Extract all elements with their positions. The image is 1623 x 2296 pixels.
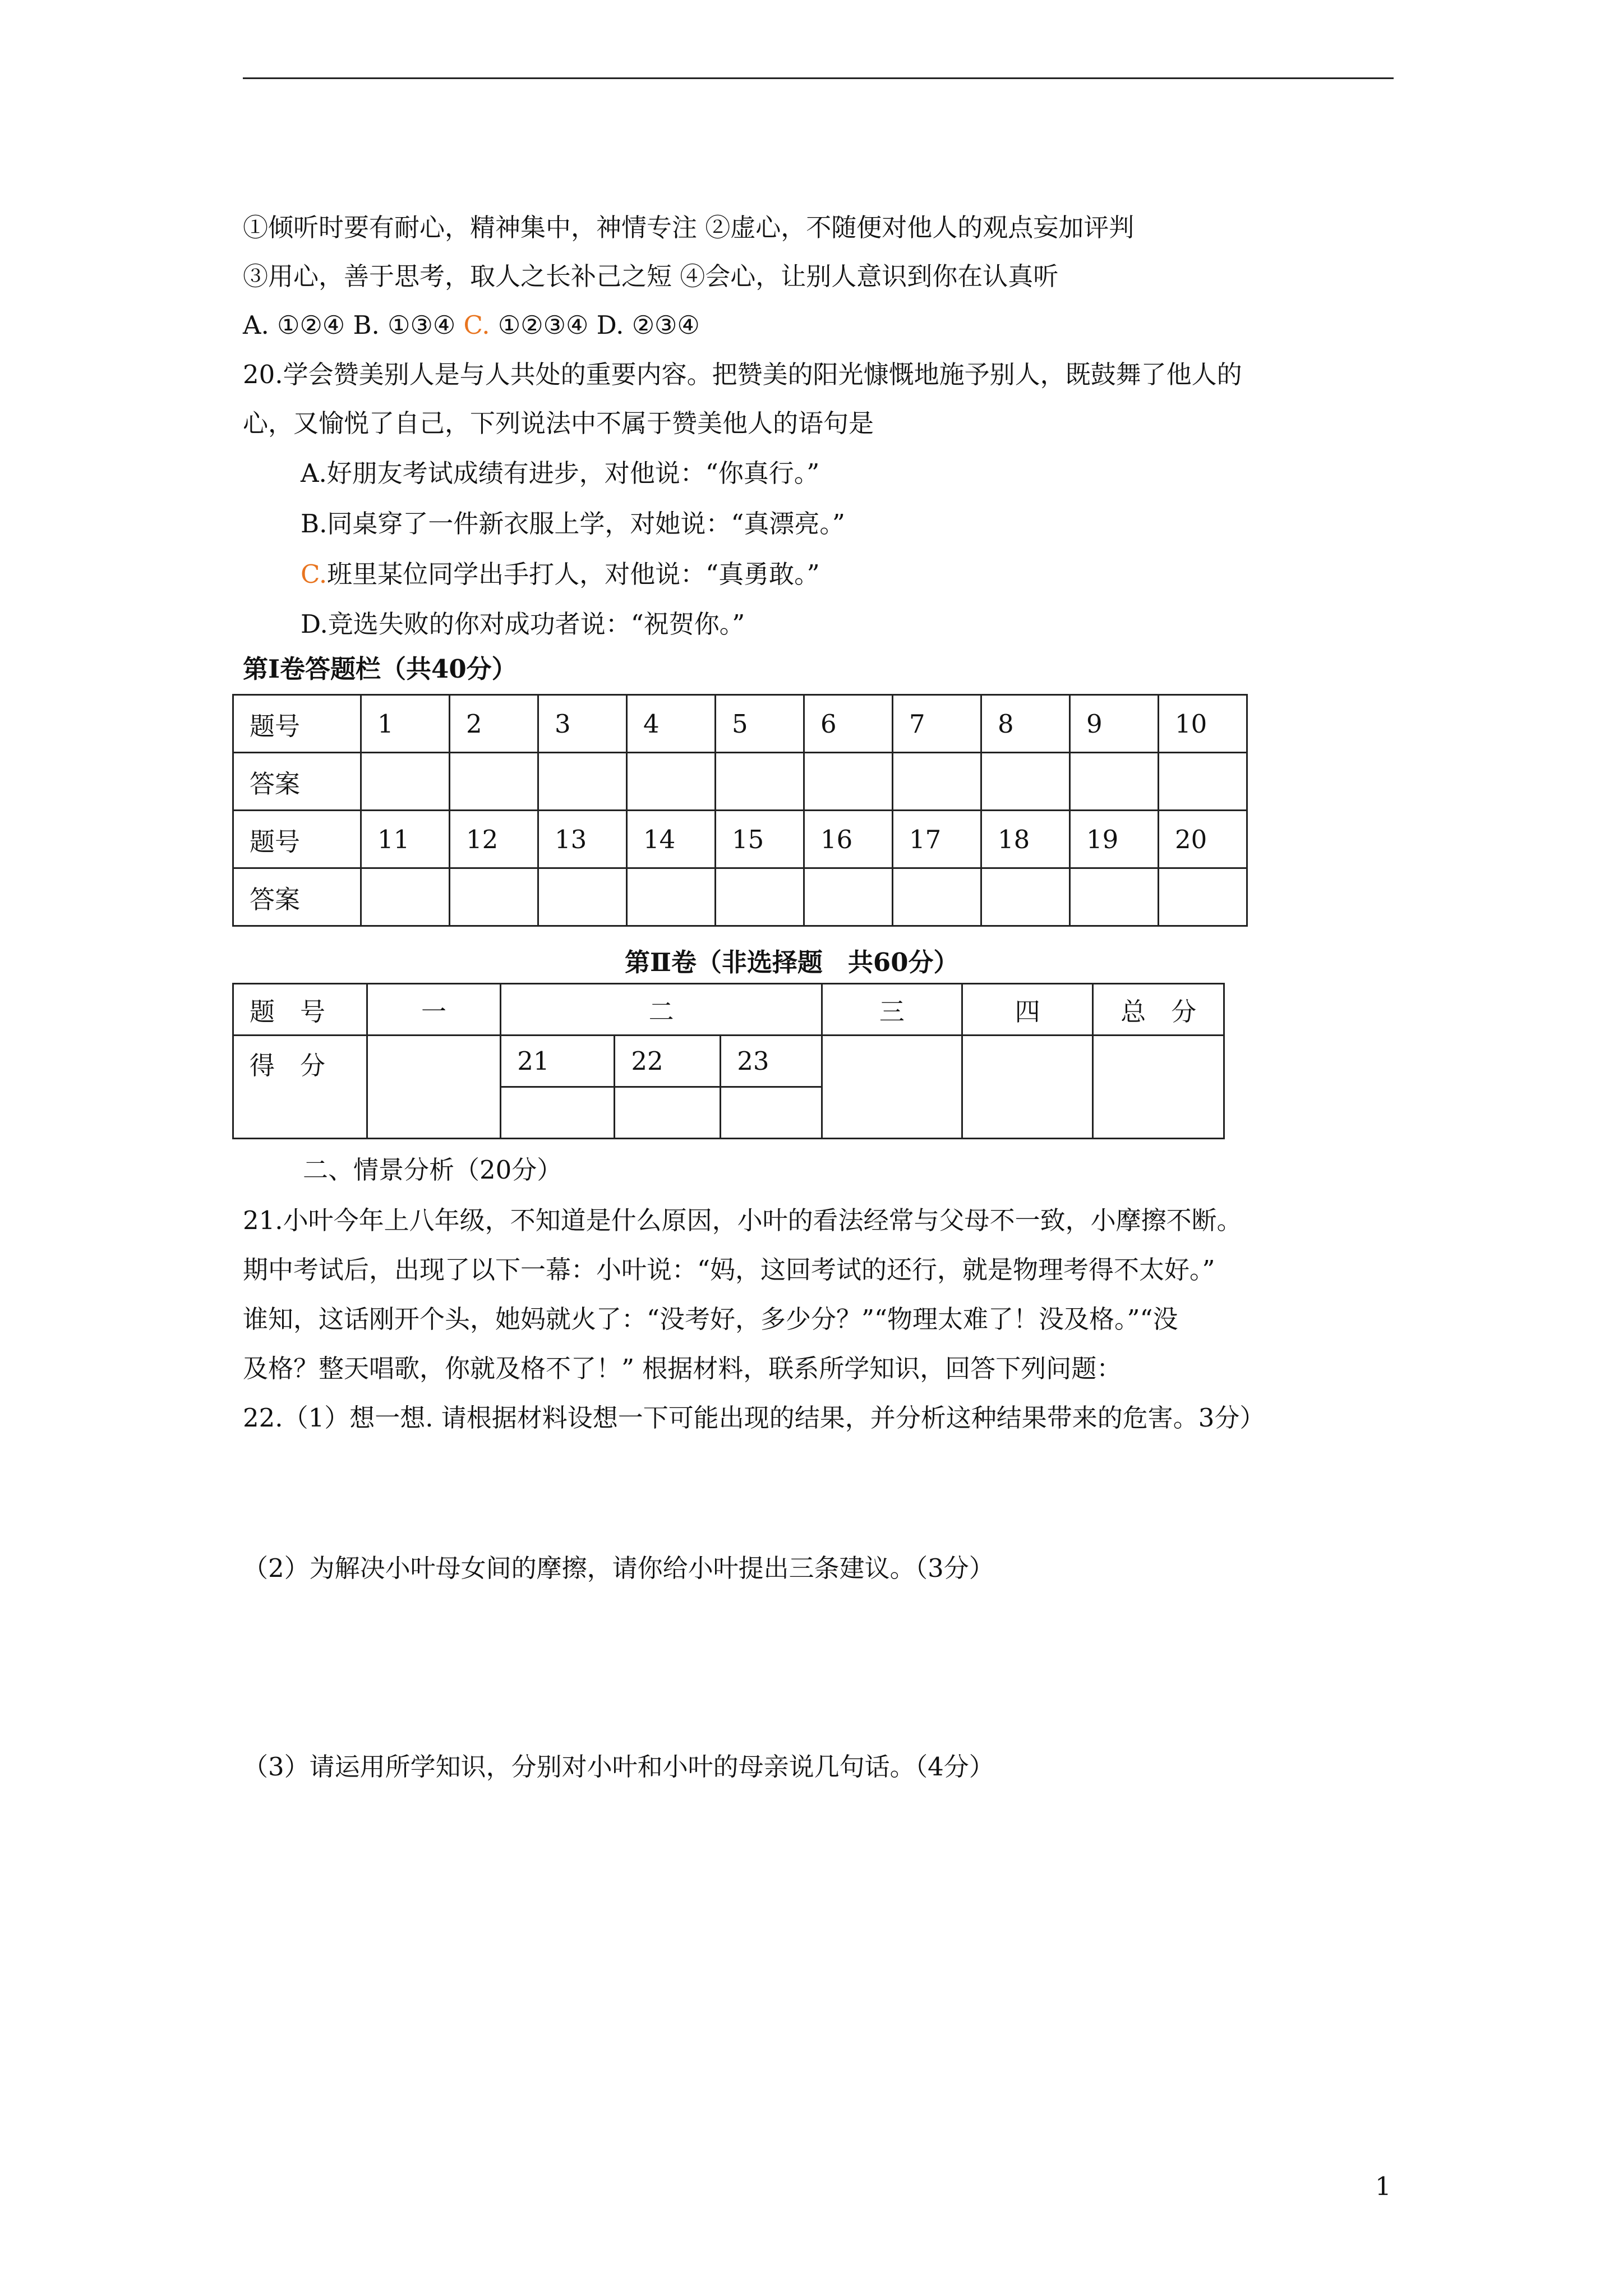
question-number: 5 [716,695,804,753]
answer-table-row-question-1 [233,695,1247,753]
q20-stem-1: 20.学会赞美别人是与人共处的重要内容。把赞美的阳光慷慨地施予别人，既鼓舞了他人的 [243,360,1242,389]
answer-cell[interactable] [1159,868,1247,926]
q19-statements-2: ③用心，善于思考，取人之长补己之短 ④会心，让别人意识到你在认真听 [243,261,1059,291]
answer-cell[interactable] [450,868,538,926]
q22-part-1: 22.（1）想一想. 请根据材料设想一下可能出现的结果，并分析这种结果带来的危害。3分） [243,1403,1265,1433]
answer-cell[interactable] [627,868,716,926]
q22-part-2: （2）为解决小叶母女间的摩擦，请你给小叶提出三条建议。（3分） [243,1553,994,1583]
score-header-part-4: 四 [962,984,1093,1036]
score-label: 得 分 [233,1036,367,1139]
question-label: 题号 [233,695,361,753]
q20-option-a: A.好朋友考试成绩有进步，对他说：“你真行。” [301,458,820,488]
q19-option-c-letter: C. [463,310,490,340]
q21-text-1: 21.小叶今年上八年级，不知道是什么原因，小叶的看法经常与父母不一致，小摩擦不断。 [243,1205,1242,1235]
answer-cell[interactable] [716,868,804,926]
answer-cell[interactable] [1070,868,1159,926]
score-sub-21: 21 [501,1036,615,1087]
answer-cell[interactable] [1159,753,1247,811]
question-number: 17 [893,811,981,868]
question-number: 10 [1159,695,1247,753]
q19-options [243,309,700,342]
score-header-part-1: 一 [367,984,501,1036]
answer-cell[interactable] [1070,753,1159,811]
question-number: 2 [450,695,538,753]
q20-option-b: B.同桌穿了一件新衣服上学，对她说：“真漂亮。” [301,509,845,539]
header-rule [243,77,1394,79]
question-label: 题号 [233,811,361,868]
q19-option-c-text: ①②③④ [497,310,589,340]
answer-table [232,694,1248,927]
score-header-total: 总 分 [1093,984,1224,1036]
q19-statements-1: ①倾听时要有耐心，精神集中，神情专注 ②虚心，不随便对他人的观点妄加评判 [243,213,1135,242]
question-number: 19 [1070,811,1159,868]
question-number: 15 [716,811,804,868]
answer-table-row-answer-2 [233,868,1247,926]
answer-cell[interactable] [981,868,1070,926]
score-cell-23[interactable] [721,1087,822,1139]
question-number: 11 [361,811,450,868]
question-number: 18 [981,811,1070,868]
q21-text-4: 及格？整天唱歌，你就及格不了！” 根据材料，联系所学知识，回答下列问题： [243,1354,1122,1383]
question-number: 13 [538,811,627,868]
question-number: 12 [450,811,538,868]
answer-cell[interactable] [893,753,981,811]
score-sub-22: 22 [615,1036,721,1087]
question-number: 4 [627,695,716,753]
answer-table-row-question-2 [233,811,1247,868]
score-table-header-row [233,984,1224,1036]
score-header-part-3: 三 [822,984,962,1036]
question-number: 20 [1159,811,1247,868]
answer-cell[interactable] [538,753,627,811]
answer-table-title: 第Ⅰ卷答题栏（共40分） [243,654,517,684]
q21-text-3: 谁知，这话刚开个头，她妈就火了：“没考好，多少分？”“物理太难了！没及格。”“没 [243,1304,1178,1334]
q20-option-c-letter: C. [301,559,328,589]
q20-option-c-text: 班里某位同学出手打人，对他说：“真勇敢。” [327,559,820,589]
answer-cell[interactable] [361,868,450,926]
question-number: 7 [893,695,981,753]
question-number: 8 [981,695,1070,753]
answer-cell[interactable] [893,868,981,926]
q20-option-d: D.竞选失败的你对成功者说：“祝贺你。” [301,609,745,639]
score-table-score-row [233,1036,1224,1087]
q19-option-d: D. ②③④ [596,310,700,340]
score-cell-total[interactable] [1093,1036,1224,1139]
question-number: 3 [538,695,627,753]
answer-cell[interactable] [361,753,450,811]
page-number: 1 [1375,2171,1391,2201]
q19-option-b: B. ①③④ [353,310,456,340]
question-number: 16 [804,811,893,868]
score-cell-part-1[interactable] [367,1036,501,1139]
section-2-heading: 二、情景分析（20分） [303,1155,562,1185]
score-cell-part-3[interactable] [822,1036,962,1139]
answer-cell[interactable] [981,753,1070,811]
question-number: 6 [804,695,893,753]
score-header-part-2: 二 [501,984,822,1036]
answer-label: 答案 [233,868,361,926]
answer-cell[interactable] [716,753,804,811]
answer-cell[interactable] [627,753,716,811]
question-number: 9 [1070,695,1159,753]
q20-option-c [301,558,820,591]
q22-part-3: （3）请运用所学知识，分别对小叶和小叶的母亲说几句话。（4分） [243,1752,994,1782]
score-table-title: 第Ⅱ卷（非选择题 共60分） [625,947,959,977]
q21-text-2: 期中考试后，出现了以下一幕：小叶说：“妈，这回考试的还行，就是物理考得不太好。” [243,1255,1215,1285]
score-header-question: 题 号 [233,984,367,1036]
score-cell-21[interactable] [501,1087,615,1139]
answer-cell[interactable] [450,753,538,811]
answer-cell[interactable] [804,753,893,811]
answer-cell[interactable] [538,868,627,926]
score-cell-22[interactable] [615,1087,721,1139]
score-sub-23: 23 [721,1036,822,1087]
score-cell-part-4[interactable] [962,1036,1093,1139]
answer-cell[interactable] [804,868,893,926]
question-number: 1 [361,695,450,753]
answer-label: 答案 [233,753,361,811]
q19-option-a: A. ①②④ [243,310,345,340]
question-number: 14 [627,811,716,868]
q20-stem-2: 心，又愉悦了自己，下列说法中不属于赞美他人的语句是 [243,408,874,438]
score-table [232,983,1225,1139]
answer-table-row-answer-1 [233,753,1247,811]
